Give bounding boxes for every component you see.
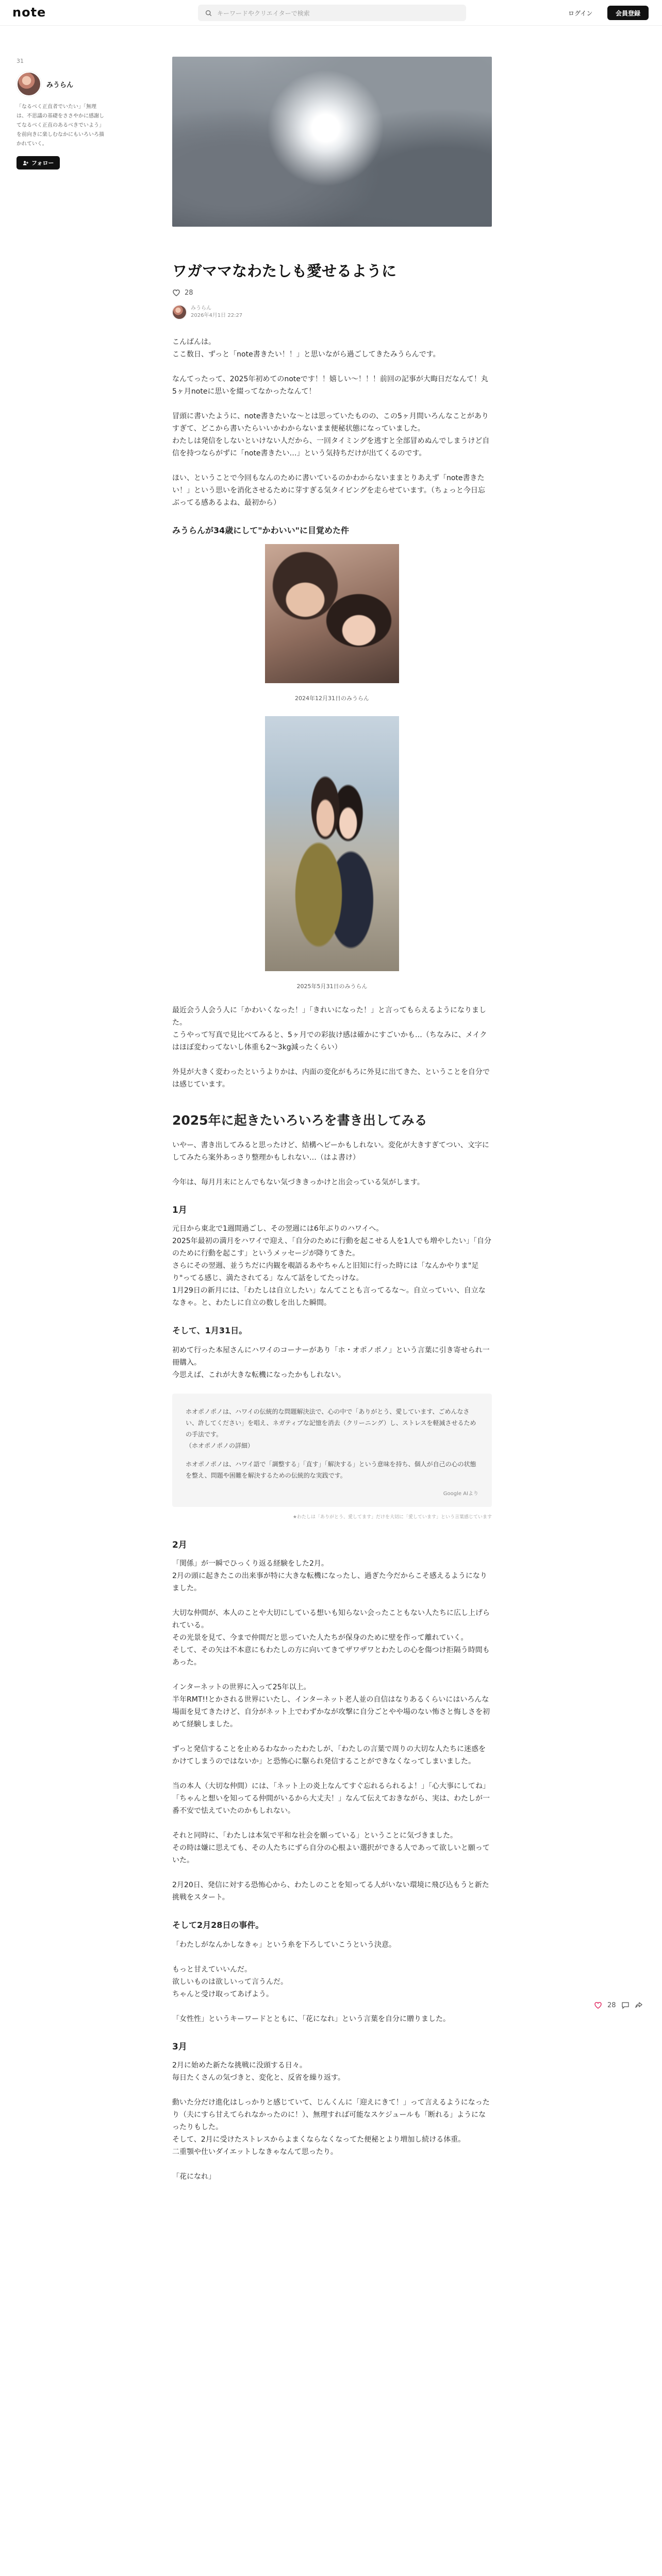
paragraph: 「女性性」というキーワードとともに、「花になれ」という言葉を自分に贈りました。 [172,2015,450,2023]
photo-figure [172,716,492,993]
follow-button[interactable] [16,156,60,170]
paragraph: 今年は、毎月月末にとんでもない気づききっかけと出会っている気がします。 [172,1178,424,1187]
like-count: 28 [185,289,193,297]
sidebar-count: 31 [16,58,24,64]
quote-block [172,1394,492,1507]
paragraph: 初めて行った本屋さんにハワイのコーナーがあり「ホ・オポノポノ」という言葉に引き寄せられ一冊購入。 今思えば、これが大きな転機になったかもしれない。 [172,1346,490,1379]
search-icon [205,10,212,16]
photo-2024[interactable] [265,544,399,683]
heart-icon[interactable] [594,2001,602,2009]
paragraph: 最近会う人会う人に「かわいくなった！」「きれいになった！」と言ってもらえるようになりました。 こうやって写真で見比べてみると、5ヶ月での彩抜け感は確かにすごいかも…（ちなみに、メイクはほぼ変わってないし体重も2〜3kg減ったくらい） [172,1006,487,1052]
quote-note: ★わたしは「ありがとう、愛してます」だけを大切に「愛しています」という言葉感じています [292,1515,492,1520]
month-heading: 1月 [172,1205,187,1215]
person-add-icon [23,160,28,166]
paragraph: 動いた分だけ進化はしっかりと感じていて、じんくんに「迎えにきて！」って言えるようになったり（夫にすら甘えてられなかったのに！）、無理すれば可能なスケジュールも「断れる」ようになったりもした。 そして、2月に受けたストレスからよまくならなくなってた便秘とより増加し続ける体重。 二重顎や仕いダイエットしなきゃなんて思ったり。 [172,2098,490,2156]
paragraph: 「わたしがなんかしなきゃ」という糸を下ろしていこうという決意。 [172,1941,396,1949]
paragraph: なんてったって、2025年初めてのnoteです！！嬉しい〜！！！前回の記事が大晦日だなんて！丸5ヶ月noteに思いを綴ってなかったなんて！ [172,375,488,396]
paragraph: 大切な仲間が、本人のことや大切にしている想いも知らない会ったこともない人たちに広し上げられている。 その光景を見て、今まで仲間だと思っていた人たちが保身のために壁を作って離れていく。 そして、その矢は不本意にもわたしの方に向いてきてザワザワとわたしの心を傷つけ拒隔う時間もあった。 [172,1609,490,1667]
paragraph: 当の本人（大切な仲間）には、「ネット上の炎上なんてすぐ忘れるられるよ！」「心大事にしてね」「ちゃんと想いを知ってる仲間がいるから大丈夫！」なんて伝えておきながら、実は、わたしが一番不安で怯えていたのかもしれない。 [172,1782,490,1815]
article-meta [172,305,492,319]
sidebar-author[interactable] [16,72,105,96]
meta-date: 2026年4月1日 22:27 [191,313,243,318]
heart-icon[interactable] [172,289,180,297]
paragraph: いやー、書き出してみると思ったけど、結構ヘビーかもしれない。変化が大きすぎてつい、文字にしてみたら案外あっさり整理かもしれない…（はよ書け） [172,1141,489,1162]
paragraph: 「花になれ」 [172,2173,216,2181]
comment-icon[interactable] [621,2001,630,2009]
avatar[interactable] [16,72,41,96]
search-placeholder: キーワードやクリエイターで検索 [217,9,310,17]
meta-author[interactable]: みうらん [191,306,211,311]
quote-paragraph: ホオポノポノは、ハワイの伝統的な問題解決法で、心の中で「ありがとう、愛しています、ごめんなさい、許してください」を唱え、ネガティブな記憶を消去（クリーニング）し、ストレスを軽減させるための手法です。 （ホオポノポノの詳細） [186,1408,476,1449]
section-subheading: そして2月28日の事件。 [172,1920,264,1930]
paragraph: こんばんは。 ここ数日、ずっと「note書きたい！！」と思いながら過ごしてきたみうらんです。 [172,338,440,359]
paragraph: 元日から東北で1週間過ごし、その翌週には6年ぶりのハワイへ。 2025年最初の満月をハワイで迎え、「自分のために行動を起こせる人を1人でも増やしたい」「自分のために行動を起こす」というメッセージが降りてきた。 さらにその翌週、並うちだに内観を覗語るあやちゃんと旧知に行った時には「なんかやりま"足り"ってる感じ、満たされてる」なんて話をしてたっけな。 1月29日の新月には、「わたしは自立したい」なんてことも言ってるな〜。自立っていい、自立ななきゃ。と、わたしに自立の数しを出した瞬間。 [172,1225,491,1307]
article-title: ワガママなわたしも愛せるように [172,262,397,280]
follow-label: フォロー [31,160,54,166]
month-heading: 2月 [172,1540,187,1550]
section-subheading: みうらんが34歳にして"かわいい"に目覚めた件 [172,526,349,535]
author-sidebar [16,58,105,170]
photo-2025[interactable] [265,716,399,971]
quote-paragraph: ホオポノポノは、ハワイ語で「調整する」「直す」「解決する」という意味を持ち、個人が自己の心の状態を整え、問題や困難を解決するための伝統的な実践です。 [186,1461,476,1479]
paragraph: ずっと発信することを止めるわなかったわたしが、「わたしの言葉で周りの大切な人たちに迷惑をかけてしまうのではないか」と恐怖心に駆られ発信することができなくなってしまいました。 [172,1745,486,1766]
paragraph: それと同時に、「わたしは本気で平和な社会を願っている」ということに気づきました。 その時は嫌に思えても、その人たちにずら自分の心根よい選択ができる人であって欲しいと願っていた。 [172,1832,490,1865]
paragraph: 「関係」が一瞬でひっくり返る経験をした2月。 2月の頭に起きたこの出来事が特に大きな転機になったし、過ぎた今だからこそ感えるようになりました。 [172,1560,487,1592]
login-button[interactable]: ログイン [568,9,593,17]
search-input[interactable] [198,5,466,21]
float-like-count: 28 [607,2001,616,2009]
sidebar-author-name[interactable]: みうらん [46,81,74,89]
section-heading: 2025年に起きたいろいろを書き出してみる [172,1113,427,1128]
quote-source: Google AIより [443,1491,478,1497]
section-subheading: そして、1月31日。 [172,1326,247,1335]
hero-image [172,57,492,227]
signup-button[interactable]: 会員登録 [607,6,649,20]
article-body [172,336,492,2183]
paragraph: 2月に始めた新たな挑戦に没頭する日々。 毎日たくさんの気づきと、変化と、反省を繰り返す。 [172,2061,345,2082]
paragraph: 2月20日、発信に対する恐怖心から、わたしのことを知ってる人がいない環境に飛び込もうと新た挑戦をスタート。 [172,1881,489,1902]
note-logo[interactable]: note [12,5,46,20]
paragraph: ほい、ということで今回もなんのために書いているのかわからないままとりあえず「note書きたい！」という思いを消化させるために芽すぎる気タイピングを走らせています。（ちょっと今日忘ぶってる感あるよね、最初から） [172,474,485,507]
month-heading: 3月 [172,2042,187,2052]
share-icon[interactable] [635,2001,643,2009]
photo-caption: 2025年5月31日のみうらん [296,983,368,990]
paragraph: もっと甘えていいんだ。 欲しいものは欲しいって言うんだ。 ちゃんと受け取ってあげよう。 [172,1965,288,1998]
like-row[interactable] [172,289,492,297]
paragraph: インターネットの世界に入って25年以上。 半年RMT!!とかされる世界にいたし、インターネット老人並の自信はなりあるくらいにはいろんな場面を見てきたけど、自分がネット上でわずかなが攻撃に自分ごとやや場のない怖さと悔しさを初めて経験しました。 [172,1683,490,1728]
author-avatar[interactable] [172,305,187,319]
sidebar-bio: 「なるべく正直者でいたい」「無理は、不思議の基礎をささやかに感謝してなるべく正直のあるべきでいよう」を前向きに楽しむなかにもいろいろ描かれていく。 [16,104,104,147]
article [172,57,492,2195]
photo-caption: 2024年12月31日のみうらん [295,695,369,702]
photo-figure [172,544,492,705]
site-header [0,0,662,26]
floating-actions [594,2001,643,2009]
paragraph: 外見が大きく変わったというよりかは、内面の変化がもろに外見に出てきた、ということを自分では感じています。 [172,1068,490,1089]
paragraph: 冒頭に書いたように、note書きたいな〜とは思っていたものの、この5ヶ月間いろんなことがありすぎて、どこから書いたらいいかわからないまま便秘状態になっていました。 わたしは発信をしないといけない人だから、一回タイミングを逃すと全部冒めぬんでしまうけど自信を持つならがずに「note書きたい…」という気持ちだけが出てくるのです。 [172,412,490,457]
